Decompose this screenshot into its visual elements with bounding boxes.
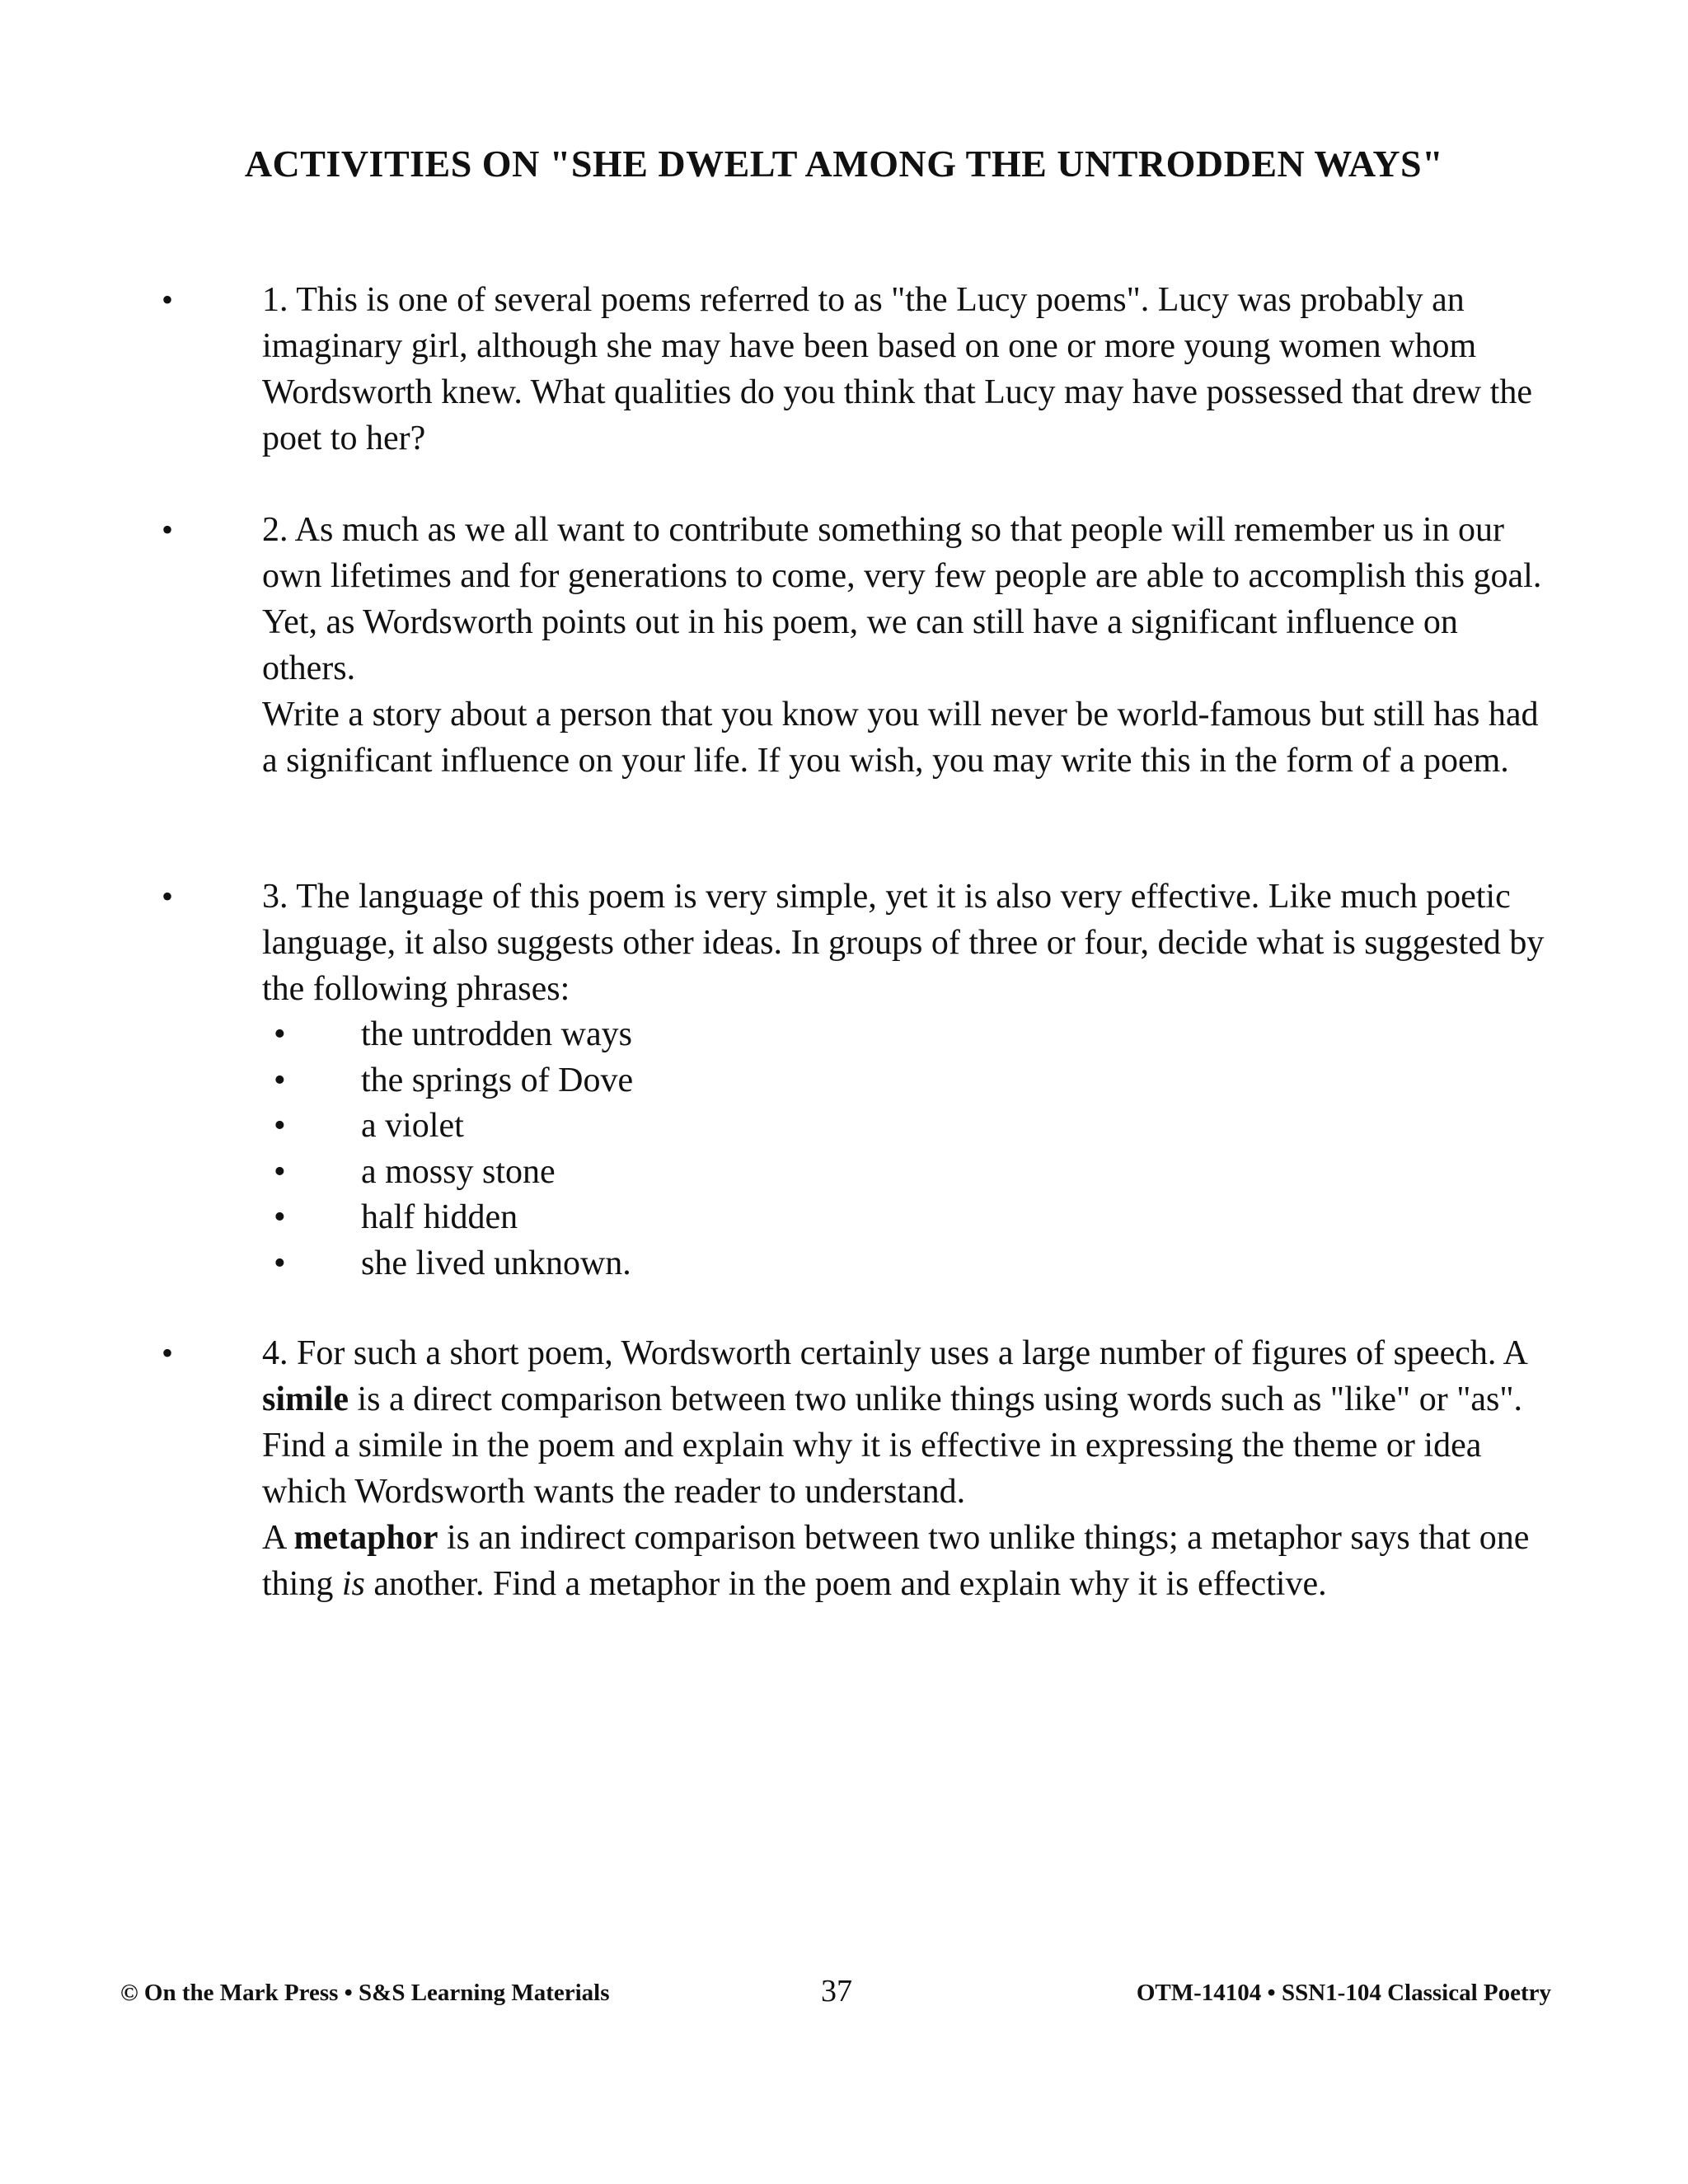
phrase-text: the springs of Dove bbox=[361, 1061, 634, 1099]
page-title: ACTIVITIES ON "SHE DWELT AMONG THE UNTRODDEN WAYS" bbox=[244, 143, 1444, 185]
phrase-text: she lived unknown. bbox=[361, 1244, 631, 1282]
phrase-text: a violet bbox=[361, 1107, 464, 1145]
activity-4-metaphor-task: another. Find a metaphor in the poem and explain why it is effective. bbox=[364, 1565, 1327, 1603]
activity-3-text: 3. The language of this poem is very simple, yet it is also very effective. Like much poetic language, it also suggests other ideas. In groups of three or four, decide what is suggested by the following phrases: bbox=[262, 878, 1545, 1008]
activity-4-metaphor-text bbox=[262, 1515, 1548, 1607]
phrase-item bbox=[262, 1012, 1548, 1058]
phrase-item bbox=[262, 1104, 1548, 1150]
emphasis-is: is bbox=[341, 1565, 365, 1603]
activity-1-text: 1. This is one of several poems referred to as "the Lucy poems". Lucy was probably an imaginary girl, although she may have been based on one or more young women whom Wordsworth knew. What qualities do you think that Lucy may have possessed that drew the poet to her? bbox=[262, 281, 1532, 457]
bullet-marker: • bbox=[162, 1334, 174, 1371]
activity-2-text: 2. As much as we all want to contribute something so that people will remember us in our own lifetimes and for generations to come, very few people are able to accomplish this goal. Yet, as Wordsworth points out in his poem, we can still have a significant influence on others. bbox=[262, 511, 1542, 687]
activity-4-metaphor-lead: A bbox=[262, 1519, 294, 1557]
bullet-marker: • bbox=[274, 1244, 286, 1282]
bullet-marker: • bbox=[274, 1107, 286, 1145]
bullet-marker: • bbox=[162, 511, 174, 548]
activity-2 bbox=[262, 507, 1548, 784]
page-number: 37 bbox=[821, 1974, 852, 2008]
phrase-item bbox=[262, 1241, 1548, 1287]
activity-4-metaphor-def: is an indirect comparison between two unlike things; a metaphor says that one thing bbox=[262, 1519, 1530, 1603]
activity-4-simile-text: is a direct comparison between two unlike things using words such as "like" or "as". Find a simile in the poem and explain why it is effective in expressing the theme or idea which Wordsworth wants the reader to understand. bbox=[262, 1380, 1522, 1511]
activity-4-text bbox=[262, 1330, 1548, 1515]
footer-catalog: OTM-14104 • SSN1-104 Classical Poetry bbox=[1136, 1980, 1551, 2006]
bullet-marker: • bbox=[162, 878, 174, 915]
footer-publisher: © On the Mark Press • S&S Learning Materials bbox=[120, 1980, 610, 2006]
bullet-marker: • bbox=[274, 1152, 286, 1191]
phrase-text: the untrodden ways bbox=[361, 1015, 632, 1053]
activity-4 bbox=[262, 1330, 1548, 1607]
bullet-marker: • bbox=[274, 1198, 286, 1236]
activity-4-intro: 4. For such a short poem, Wordsworth certainly uses a large number of figures of speech. A bbox=[262, 1334, 1526, 1372]
term-simile: simile bbox=[262, 1380, 349, 1418]
bullet-marker: • bbox=[274, 1061, 286, 1099]
phrase-text: half hidden bbox=[361, 1198, 518, 1236]
term-metaphor: metaphor bbox=[293, 1519, 438, 1557]
activity-1 bbox=[262, 277, 1548, 462]
activity-2-task: Write a story about a person that you know you will never be world-famous but still has had a significant influence on your life. If you wish, you may write this in the form of a poem. bbox=[262, 696, 1539, 780]
activity-3 bbox=[262, 874, 1548, 1286]
phrase-text: a mossy stone bbox=[361, 1152, 556, 1191]
phrase-item bbox=[262, 1150, 1548, 1196]
phrase-list bbox=[262, 1012, 1548, 1286]
bullet-marker: • bbox=[162, 281, 174, 318]
bullet-marker: • bbox=[274, 1015, 286, 1053]
phrase-item bbox=[262, 1058, 1548, 1104]
phrase-item bbox=[262, 1195, 1548, 1241]
